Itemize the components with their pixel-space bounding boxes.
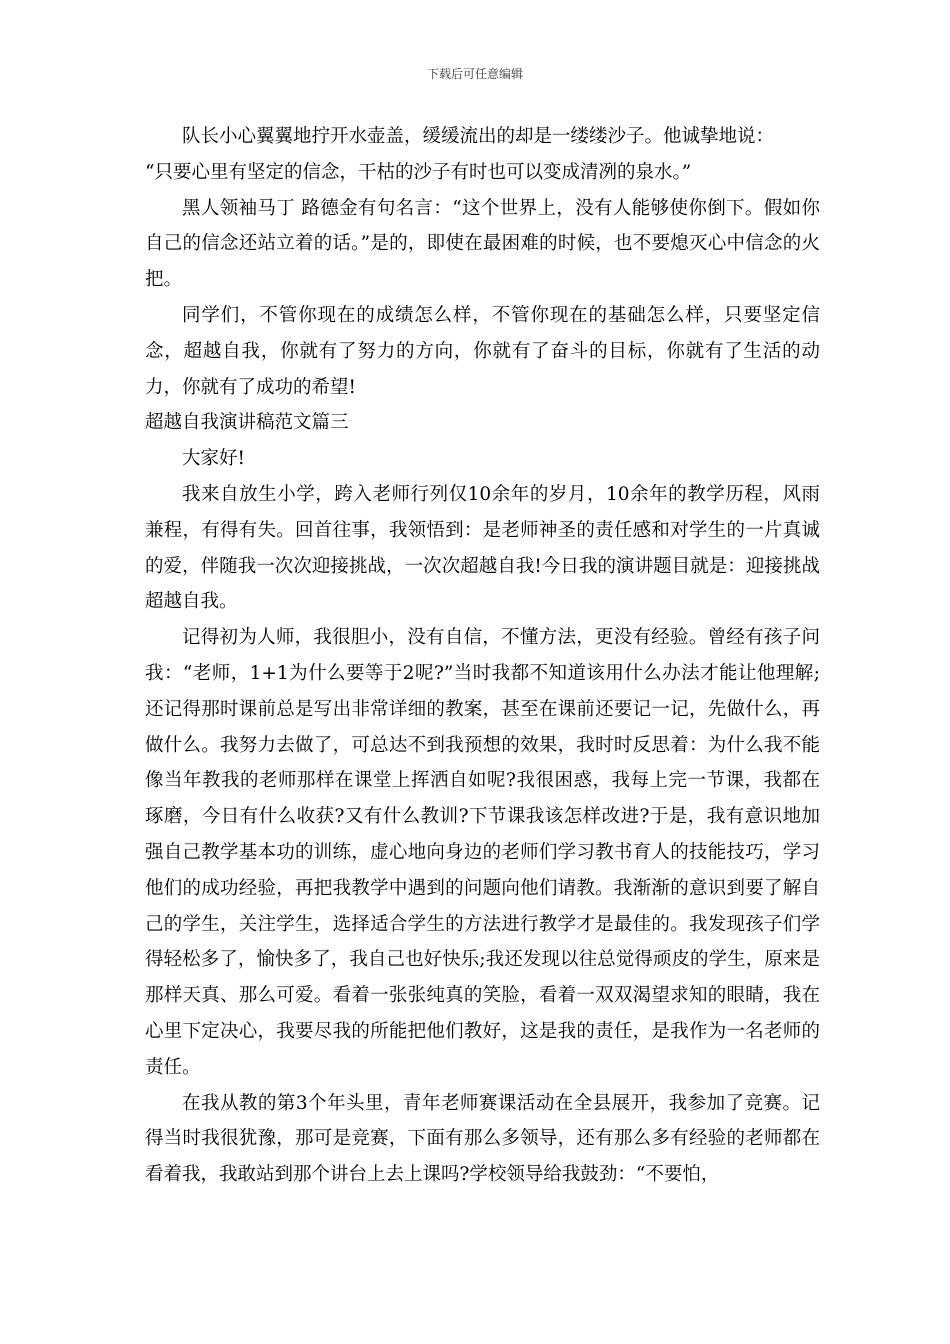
greeting: 大家好! bbox=[182, 448, 245, 470]
paragraph-6: 记得初为人师，我很胆小，没有自信，不懂方法，更没有经验。曾经有孩子问我：“老师，1+1为什么要等于2呢?”当时我都不知道该用什么办法才能让他理解;还记得那时课前总是写出非常详细的教案，甚至在课前还要记一记，先做什么，再做什么。我努力去做了，可总达不到我预想的效果，我时时反思着：为什么我不能像当年教我的老师那样在课堂上挥洒自如呢?我很困惑，我每上完一节课，我都在琢磨，今日有什么收获?又有什么教训?下节课我该怎样改进?于是，我有意识地加强自己教学基本功的训练，虚心地向身边的老师们学习教书育人的技能技巧，学习他们的成功经验，再把我教学中遇到的问题向他们请教。我渐渐的意识到要了解自己的学生，关注学生，选择适合学生的方法进行教学才是最佳的。我发现孩子们学得轻松多了，愉快多了，我自己也好快乐;我还发现以往总觉得顽皮的学生，原来是那样天真、那么可爱。看着一张张纯真的笑脸，看着一双双渴望求知的眼睛，我在心里下定决心，我要尽我的所能把他们教好，这是我的责任，是我作为一名老师的责任。 bbox=[145, 627, 820, 1078]
section-heading: 超越自我演讲稿范文篇三 bbox=[145, 412, 349, 434]
header-note: 下载后可任意编辑 bbox=[426, 67, 523, 81]
paragraph-5: 我来自放生小学，跨入老师行列仅10余年的岁月，10余年的教学历程，风雨兼程，有得有失。回首往事，我领悟到：是老师神圣的责任感和对学生的一片真诚的爱，伴随我一次次迎接挑战，一次次超越自我!今日我的演讲题目就是：迎接挑战 超越自我。 bbox=[145, 483, 820, 613]
paragraph-2: 黑人领袖马丁 路德金有句名言：“这个世界上，没有人能够使你倒下。假如你自己的信念还站立着的话。”是的，即使在最困难的时候，也不要熄灭心中信念的火把。 bbox=[145, 197, 820, 291]
paragraph-1: 队长小心翼翼地拧开水壶盖，缓缓流出的却是一缕缕沙子。他诚挚地说： bbox=[182, 126, 775, 147]
paragraph-7: 在我从教的第3个年头里，青年老师赛课活动在全县展开，我参加了竞赛。记得当时我很犹豫，那可是竞赛，下面有那么多领导，还有那么多有经验的老师都在看着我，我敢站到那个讲台上去上课吗?学校领导给我鼓劲：“不要怕， bbox=[145, 1092, 820, 1186]
paragraph-1-quote: “只要心里有坚定的信念，干枯的沙子有时也可以变成清冽的泉水。” bbox=[145, 161, 692, 183]
paragraph-3: 同学们，不管你现在的成绩怎么样，不管你现在的基础怎么样，只要坚定信念，超越自我，你就有了努力的方向，你就有了奋斗的目标，你就有了生活的动力，你就有了成功的希望! bbox=[145, 304, 820, 398]
document-body bbox=[145, 119, 820, 1193]
